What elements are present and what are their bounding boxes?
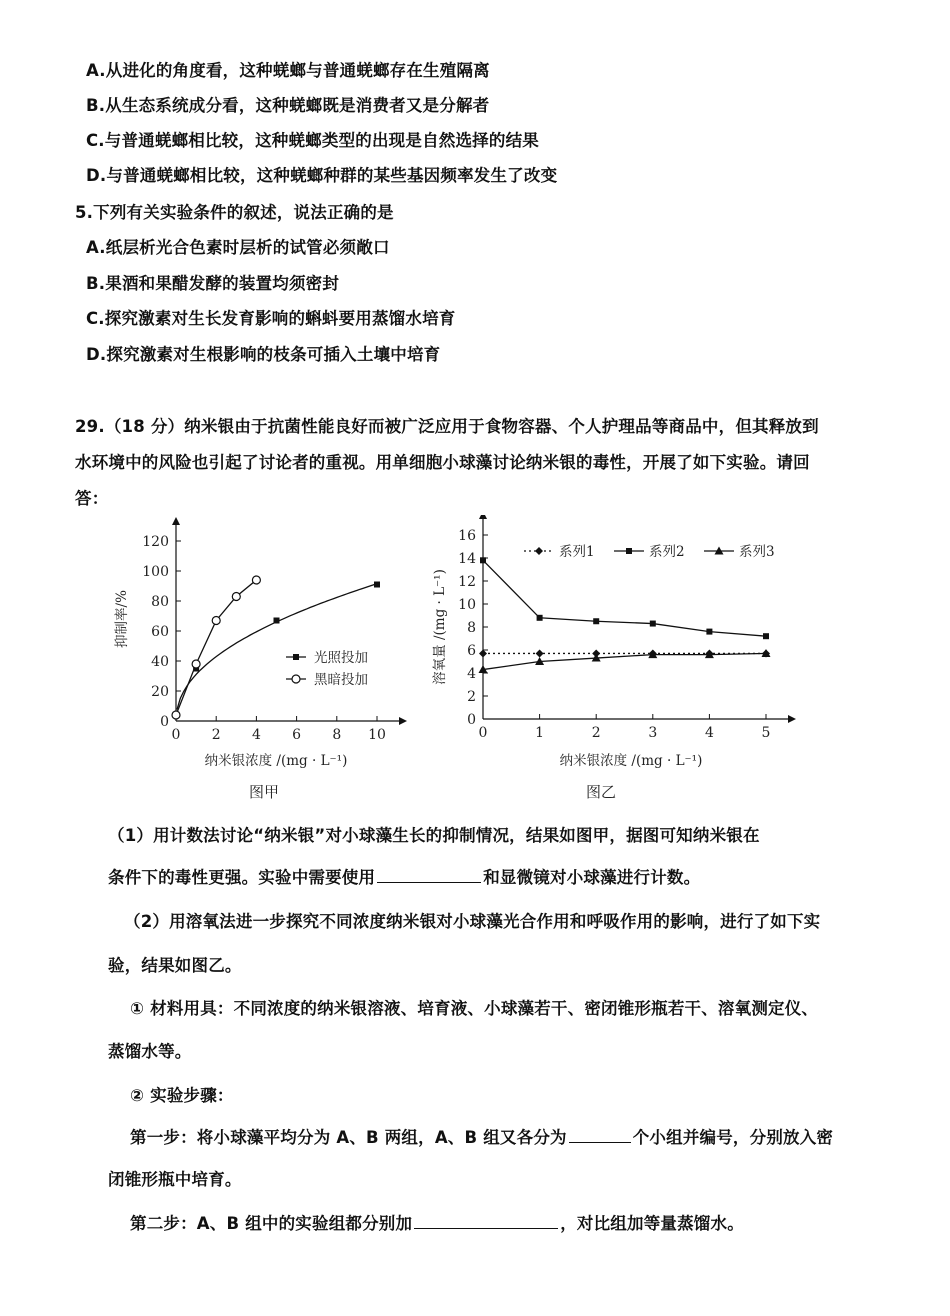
- chart1-x-arrow: [788, 715, 796, 723]
- chart0-series-1-point-0: [172, 711, 180, 719]
- chart1-series-1-point-3: [650, 621, 656, 627]
- chart0-xtick-label-1: 2: [211, 727, 221, 743]
- chart1-series-1-point-5: [763, 633, 769, 639]
- answer-blank-counting-tool[interactable]: [377, 864, 481, 883]
- chart0-xtick-label-3: 6: [292, 727, 302, 743]
- step2-text-a: 第二步：A、B 组中的实验组都分别加: [130, 1214, 413, 1233]
- chart0-series-1-point-4: [252, 576, 260, 584]
- chart1-xtick-label-5: 5: [761, 725, 771, 741]
- chart0-xtick-label-2: 4: [251, 727, 261, 743]
- chart1-series-1-point-0: [480, 557, 486, 563]
- chart1-ytick-label-8: 16: [458, 528, 476, 544]
- step2-line: [130, 1210, 744, 1234]
- materials-line-2: 蒸馏水等。: [108, 1042, 192, 1061]
- q5-stem: 5.下列有关实验条件的叙述，说法正确的是: [75, 203, 394, 222]
- chart0-legend-label-1: 黑暗投加: [314, 672, 368, 688]
- chart1-y-arrow: [479, 515, 487, 519]
- chart1-caption: 图乙: [585, 783, 617, 801]
- chart1-xtick-label-4: 4: [704, 725, 714, 741]
- chart1-xtick-label-0: 0: [478, 725, 488, 741]
- chart1-ytick-label-2: 4: [467, 666, 476, 682]
- q5-option-b: B.果酒和果醋发酵的装置均须密封: [86, 274, 340, 293]
- q29-intro-line-1: 29.（18 分）纳米银由于抗菌性能良好而被广泛应用于食物容器、个人护理品等商品中，但其释放到: [75, 417, 819, 436]
- q29-part2-line-1: （2）用溶氧法进一步探究不同浓度纳米银对小球藻光合作用和呼吸作用的影响，进行了如下实: [124, 912, 821, 931]
- q4-option-b: B.从生态系统成分看，这种蜣螂既是消费者又是分解者: [86, 96, 490, 115]
- steps-title: ② 实验步骤：: [130, 1086, 234, 1105]
- chart0-ytick-label-2: 40: [151, 654, 169, 670]
- answer-blank-group-count[interactable]: [569, 1124, 631, 1143]
- chart0-ytick-label-6: 120: [142, 534, 169, 550]
- chart0-series-1-line: [176, 580, 256, 715]
- chart0-series-0-point-2: [374, 582, 380, 588]
- chart1-xtick-label-1: 1: [535, 725, 545, 741]
- chart1-ytick-label-3: 6: [467, 643, 476, 659]
- chart1-series-1-point-4: [706, 629, 712, 635]
- chart0-xtick-label-5: 10: [368, 727, 386, 743]
- chart1-series-1-point-2: [593, 618, 599, 624]
- chart0-ytick-label-5: 100: [142, 564, 169, 580]
- q5-option-d: D.探究激素对生根影响的枝条可插入土壤中培育: [86, 345, 441, 364]
- chart1-xtick-label-3: 3: [648, 725, 658, 741]
- chart1-ytick-label-6: 12: [458, 574, 476, 590]
- chart1-legend-label-1: 系列2: [649, 544, 685, 560]
- chart1-series-0-point-0: [479, 649, 487, 657]
- chart1-ytick-label-7: 14: [458, 551, 476, 567]
- q29-intro-line-2: 水环境中的风险也引起了讨论者的重视。用单细胞小球藻讨论纳米银的毒性，开展了如下实验。请回: [75, 453, 810, 472]
- chart0-ytick-label-4: 80: [151, 594, 169, 610]
- chart0-legend-marker-1: [292, 675, 300, 683]
- chart0-series-0-curve: [177, 584, 377, 710]
- step1-text-b: 个小组并编号，分别放入密: [632, 1128, 834, 1147]
- step2-text-b: ，对比组加等量蒸馏水。: [560, 1214, 744, 1233]
- chart0-y-arrow: [172, 517, 180, 525]
- chart0-ytick-label-1: 20: [151, 684, 169, 700]
- chart1-series-1-point-1: [537, 615, 543, 621]
- step1-line-2: 闭锥形瓶中培育。: [108, 1170, 242, 1189]
- figures: [0, 515, 950, 815]
- chart1-ytick-label-5: 10: [458, 597, 476, 613]
- chart0-series-1-point-1: [192, 660, 200, 668]
- chart0-xtick-label-0: 0: [171, 727, 181, 743]
- step1-text-a: 第一步：将小球藻平均分为 A、B 两组，A、B 组又各分为: [130, 1128, 567, 1147]
- chart1-legend-marker-0: [535, 547, 543, 555]
- chart0-legend-marker-0: [293, 654, 299, 660]
- chart0-caption: 图甲: [248, 783, 280, 801]
- q29-part2-line-2: 验，结果如图乙。: [108, 956, 242, 975]
- chart1-ylabel: 溶氧量 /(mg · L⁻¹): [432, 569, 448, 685]
- q29-part1-text-a: 条件下的毒性更强。实验中需要使用: [108, 868, 376, 887]
- q29-part1-line-2: [108, 864, 700, 888]
- chart0-series-1-point-3: [232, 593, 240, 601]
- chart0-xlabel: 纳米银浓度 /(mg · L⁻¹): [204, 753, 348, 769]
- q4-option-a: A.从进化的角度看，这种蜣螂与普通蜣螂存在生殖隔离: [86, 61, 490, 80]
- step1-line-1: [130, 1124, 833, 1148]
- q29-intro-line-3: 答：: [75, 489, 109, 508]
- chart0-legend-label-0: 光照投加: [314, 650, 368, 666]
- q4-option-c: C.与普通蜣螂相比较，这种蜣螂类型的出现是自然选择的结果: [86, 131, 539, 150]
- chart1-xtick-label-2: 2: [591, 725, 601, 741]
- q5-option-c: C.探究激素对生长发育影响的蝌蚪要用蒸馏水培育: [86, 309, 456, 328]
- chart0-ytick-label-3: 60: [151, 624, 169, 640]
- chart0-x-arrow: [399, 717, 407, 725]
- chart1-series-1-line: [483, 560, 766, 636]
- chart0-series-0-point-1: [274, 618, 280, 624]
- q5-option-a: A.纸层析光合色素时层析的试管必须敞口: [86, 238, 390, 257]
- chart1-legend-label-0: 系列1: [559, 544, 595, 560]
- chart0-series-1-point-2: [212, 617, 220, 625]
- q29-part1-line-1: （1）用计数法讨论“纳米银”对小球藻生长的抑制情况，结果如图甲，据图可知纳米银在: [108, 826, 760, 845]
- q29-part1-text-b: 和显微镜对小球藻进行计数。: [483, 868, 701, 887]
- chart1-series-0-point-1: [536, 649, 544, 657]
- chart0-ylabel: 抑制率/%: [114, 590, 130, 648]
- chart0-xtick-label-4: 8: [332, 727, 342, 743]
- chart1-legend-marker-1: [626, 548, 632, 554]
- q4-option-d: D.与普通蜣螂相比较，这种蜣螂种群的某些基因频率发生了改变: [86, 166, 558, 185]
- chart1-ytick-label-4: 8: [467, 620, 476, 636]
- chart1-ytick-label-1: 2: [467, 689, 476, 705]
- chart1-xlabel: 纳米银浓度 /(mg · L⁻¹): [559, 753, 703, 769]
- chart1-ytick-label-0: 0: [467, 712, 476, 728]
- materials-line-1: ① 材料用具：不同浓度的纳米银溶液、培育液、小球藻若干、密闭锥形瓶若干、溶氧测定仪、: [130, 999, 819, 1018]
- chart1-series-2-line: [483, 653, 766, 669]
- answer-blank-reagent[interactable]: [414, 1210, 558, 1229]
- chart0-ytick-label-0: 0: [160, 714, 169, 730]
- chart1-legend-label-2: 系列3: [739, 544, 775, 560]
